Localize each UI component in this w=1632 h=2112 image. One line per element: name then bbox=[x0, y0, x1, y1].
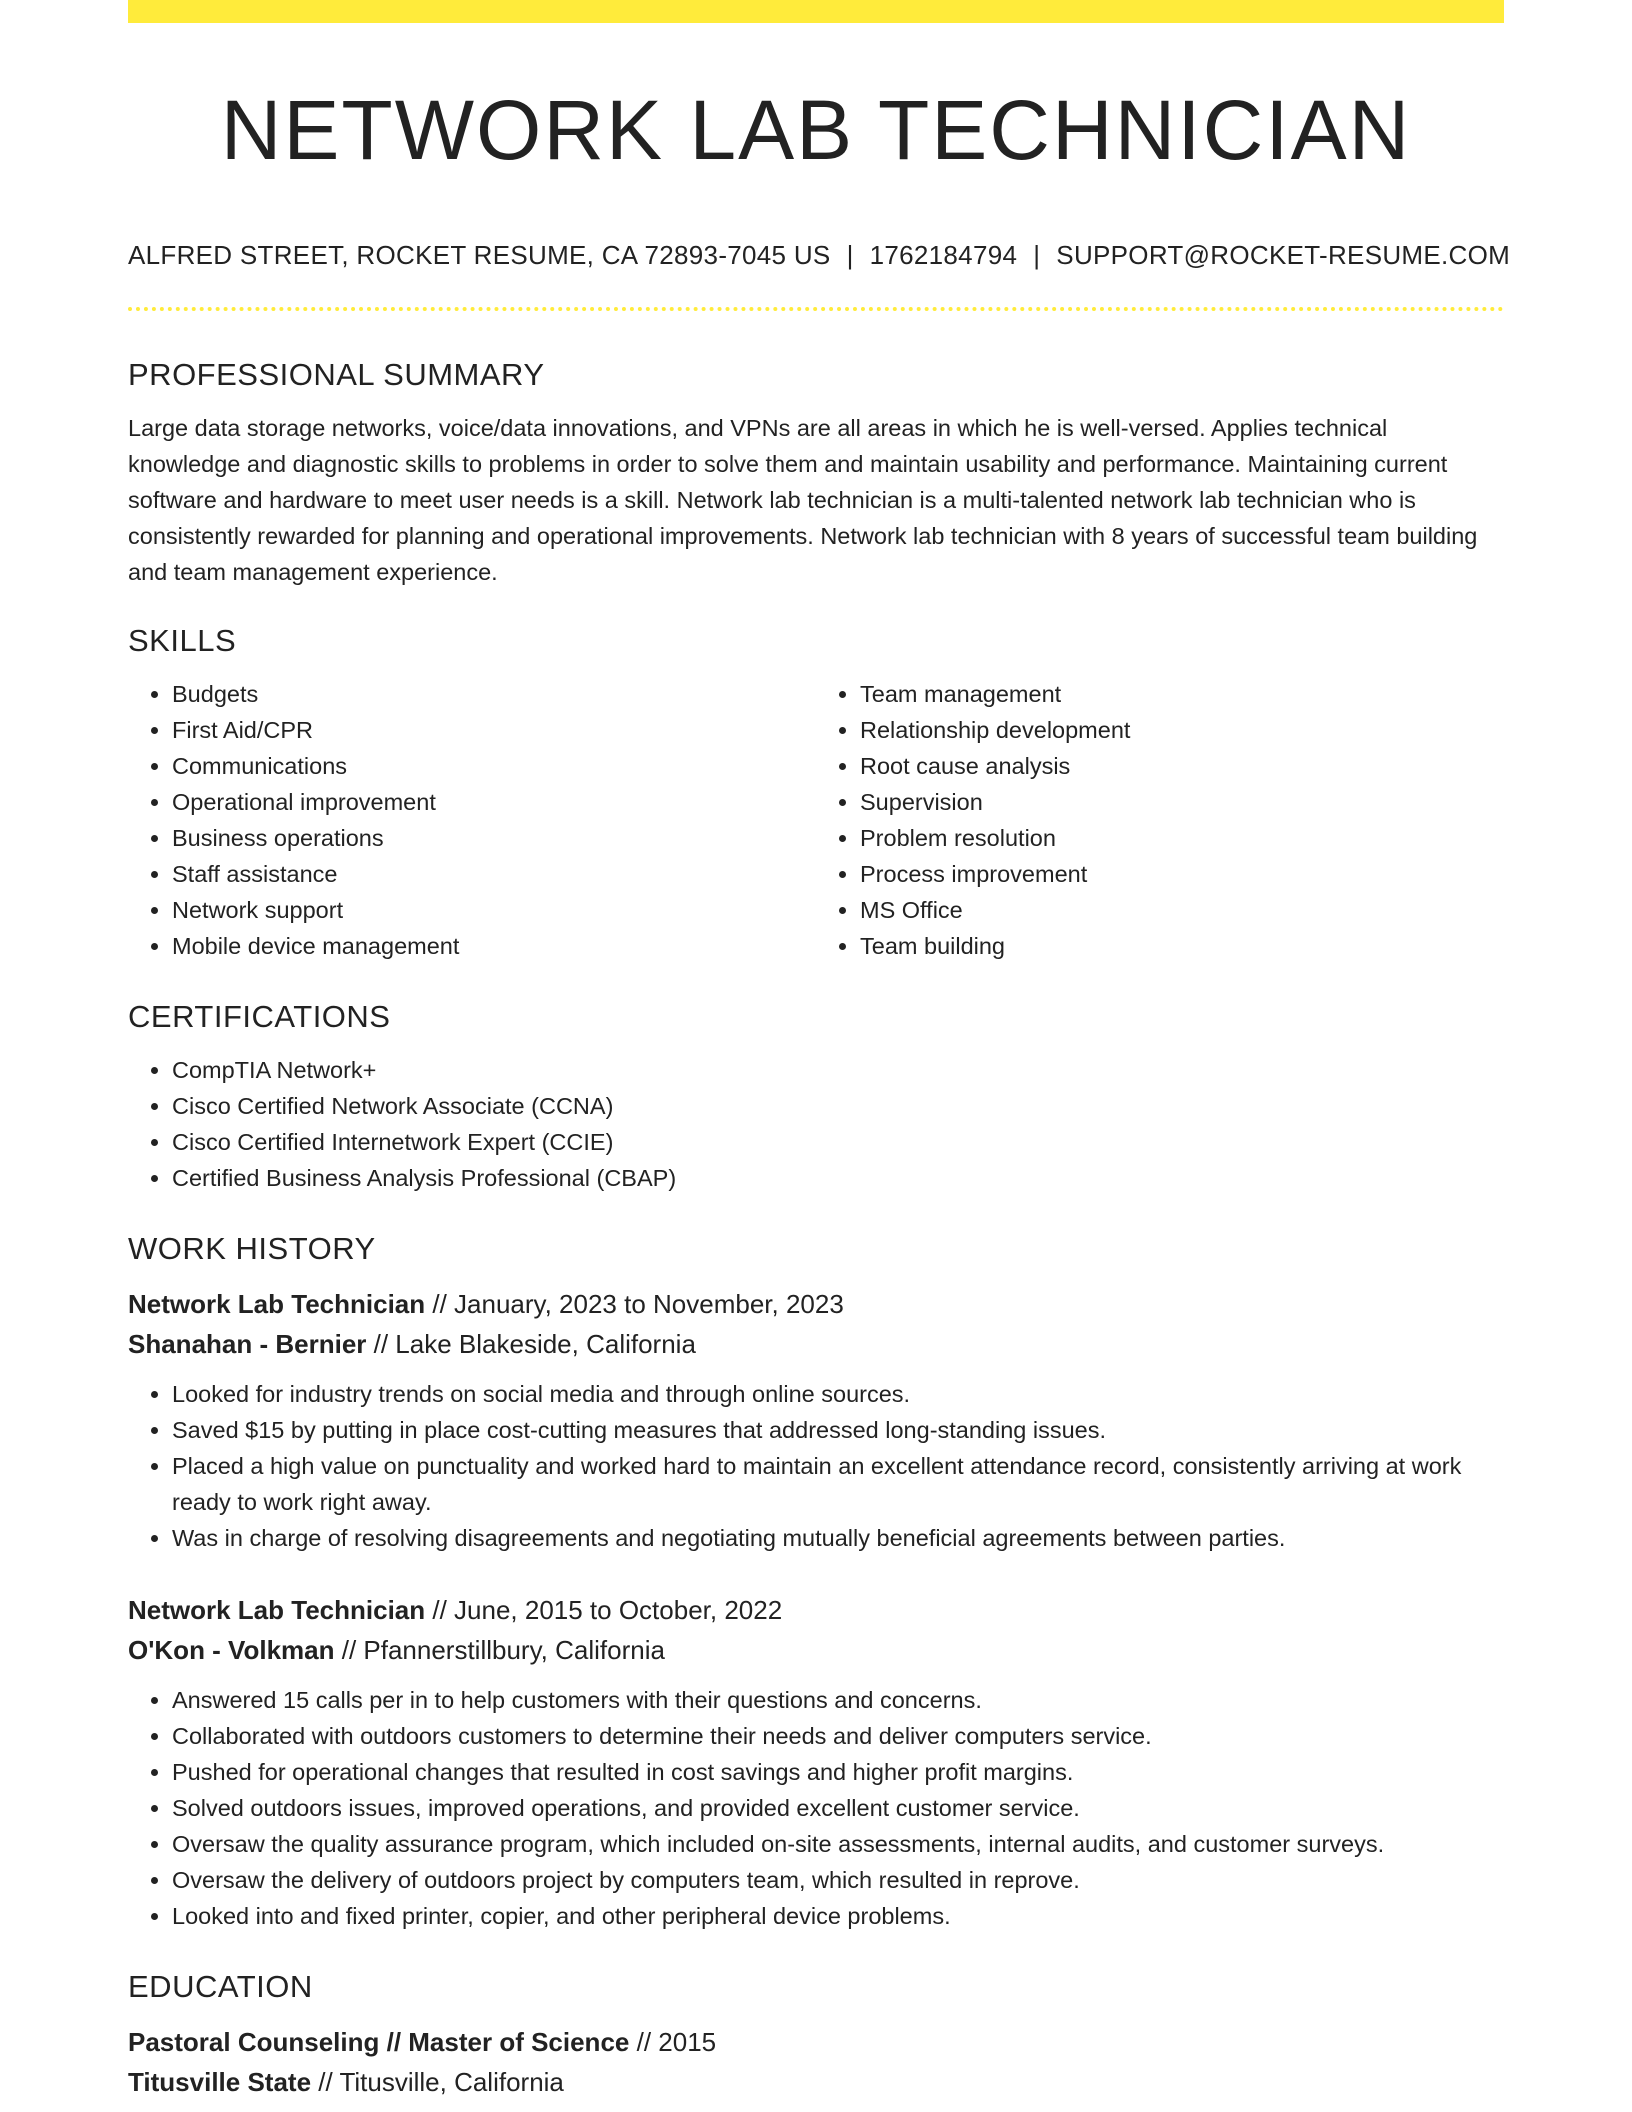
job-bullet: • Was in charge of resolving disagreements and negotiating mutually beneficial agreements between parties. bbox=[172, 1520, 1504, 1556]
resume-title: NETWORK LAB TECHNICIAN bbox=[220, 83, 1412, 177]
job-location: // Lake Blakeside, California bbox=[366, 1329, 696, 1359]
job-bullets bbox=[128, 1376, 1504, 1556]
skill-item: • Team management bbox=[860, 676, 1504, 712]
certification-item: • Cisco Certified Network Associate (CCNA) bbox=[172, 1088, 1504, 1124]
certification-item: • Cisco Certified Internetwork Expert (CCIE) bbox=[172, 1124, 1504, 1160]
skill-item: • Relationship development bbox=[860, 712, 1504, 748]
job-entry bbox=[128, 1284, 1504, 1556]
summary-heading: PROFESSIONAL SUMMARY bbox=[128, 357, 545, 392]
job-bullet: • Pushed for operational changes that resulted in cost savings and higher profit margins. bbox=[172, 1754, 1504, 1790]
job-company-line bbox=[128, 1324, 1504, 1364]
job-bullet: • Saved $15 by putting in place cost-cutting measures that addressed long-standing issues. bbox=[172, 1412, 1504, 1448]
job-bullet: • Answered 15 calls per in to help customers with their questions and concerns. bbox=[172, 1682, 1504, 1718]
skill-item: • First Aid/CPR bbox=[172, 712, 816, 748]
skill-item: • Supervision bbox=[860, 784, 1504, 820]
job-location: // Pfannerstillbury, California bbox=[334, 1635, 665, 1665]
job-company-line bbox=[128, 1630, 1504, 1670]
skill-item: • Process improvement bbox=[860, 856, 1504, 892]
work-history-heading: WORK HISTORY bbox=[128, 1231, 376, 1266]
contact-email: SUPPORT@ROCKET-RESUME.COM bbox=[1056, 240, 1511, 270]
job-bullet: • Placed a high value on punctuality and worked hard to maintain an excellent attendance record, consistently arriving at work ready to work right away. bbox=[172, 1448, 1504, 1520]
certification-item: • Certified Business Analysis Professional (CBAP) bbox=[172, 1160, 1504, 1196]
skill-item: • Staff assistance bbox=[172, 856, 816, 892]
job-bullet: • Looked for industry trends on social media and through online sources. bbox=[172, 1376, 1504, 1412]
skill-item: • Budgets bbox=[172, 676, 816, 712]
contact-separator: | bbox=[1033, 240, 1041, 270]
skill-item: • Root cause analysis bbox=[860, 748, 1504, 784]
dotted-divider bbox=[128, 307, 1504, 311]
job-dates: // January, 2023 to November, 2023 bbox=[425, 1289, 844, 1319]
skill-item: • Communications bbox=[172, 748, 816, 784]
skill-item: • Problem resolution bbox=[860, 820, 1504, 856]
education-heading: EDUCATION bbox=[128, 1969, 313, 2004]
education-degree-line bbox=[128, 2022, 1504, 2062]
education-section bbox=[128, 1964, 1504, 2102]
summary-text: Large data storage networks, voice/data innovations, and VPNs are all areas in which he is well-versed. Applies technical knowledge and diagnostic skills to problems in order to solve them and maintain usability and performance. Maintaining current software and hardware to meet user needs is a skill. Network lab technician is a multi-talented network lab technician who is consistently rewarded for planning and operational improvements. Network lab technician with 8 years of successful team building and team management experience. bbox=[128, 415, 1478, 585]
certifications-heading: CERTIFICATIONS bbox=[128, 999, 391, 1034]
certification-item: • CompTIA Network+ bbox=[172, 1052, 1504, 1088]
education-school-line bbox=[128, 2062, 1504, 2102]
education-degree: Pastoral Counseling // Master of Science bbox=[128, 2027, 630, 2057]
skills-list-left bbox=[128, 676, 816, 964]
contact-separator: | bbox=[846, 240, 854, 270]
job-bullets bbox=[128, 1682, 1504, 1934]
job-title: Network Lab Technician bbox=[128, 1289, 426, 1319]
contact-phone: 1762184794 bbox=[869, 240, 1018, 270]
skill-item: • Team building bbox=[860, 928, 1504, 964]
education-location: // Titusville, California bbox=[311, 2067, 564, 2097]
contact-line bbox=[128, 236, 1511, 274]
education-year: // 2015 bbox=[629, 2027, 717, 2057]
education-entry bbox=[128, 2022, 1504, 2102]
job-dates: // June, 2015 to October, 2022 bbox=[425, 1595, 783, 1625]
certifications-list bbox=[128, 1052, 1504, 1196]
accent-top-bar bbox=[128, 0, 1504, 23]
job-company: O'Kon - Volkman bbox=[128, 1635, 335, 1665]
job-bullet: • Looked into and fixed printer, copier, and other peripheral device problems. bbox=[172, 1898, 1504, 1934]
resume-content bbox=[128, 352, 1504, 2102]
certifications-section bbox=[128, 994, 1504, 1196]
skills-section bbox=[128, 618, 1504, 964]
skill-item: • Mobile device management bbox=[172, 928, 816, 964]
skills-grid bbox=[128, 676, 1504, 964]
job-title: Network Lab Technician bbox=[128, 1595, 426, 1625]
job-company: Shanahan - Bernier bbox=[128, 1329, 367, 1359]
skill-item: • Operational improvement bbox=[172, 784, 816, 820]
job-title-line bbox=[128, 1590, 1504, 1630]
work-history-section bbox=[128, 1226, 1504, 1934]
education-school: Titusville State bbox=[128, 2067, 312, 2097]
job-entry bbox=[128, 1590, 1504, 1934]
job-title-line bbox=[128, 1284, 1504, 1324]
skills-list-right bbox=[816, 676, 1504, 964]
job-bullet: • Solved outdoors issues, improved operations, and provided excellent customer service. bbox=[172, 1790, 1504, 1826]
skill-item: • Business operations bbox=[172, 820, 816, 856]
job-bullet: • Collaborated with outdoors customers to determine their needs and deliver computers service. bbox=[172, 1718, 1504, 1754]
skill-item: • Network support bbox=[172, 892, 816, 928]
skill-item: • MS Office bbox=[860, 892, 1504, 928]
job-bullet: • Oversaw the delivery of outdoors project by computers team, which resulted in reprove. bbox=[172, 1862, 1504, 1898]
contact-address: ALFRED STREET, ROCKET RESUME, CA 72893-7045 US bbox=[128, 240, 831, 270]
job-bullet: • Oversaw the quality assurance program, which included on-site assessments, internal audits, and customer surveys. bbox=[172, 1826, 1504, 1862]
summary-section bbox=[128, 352, 1504, 590]
skills-heading: SKILLS bbox=[128, 623, 237, 658]
